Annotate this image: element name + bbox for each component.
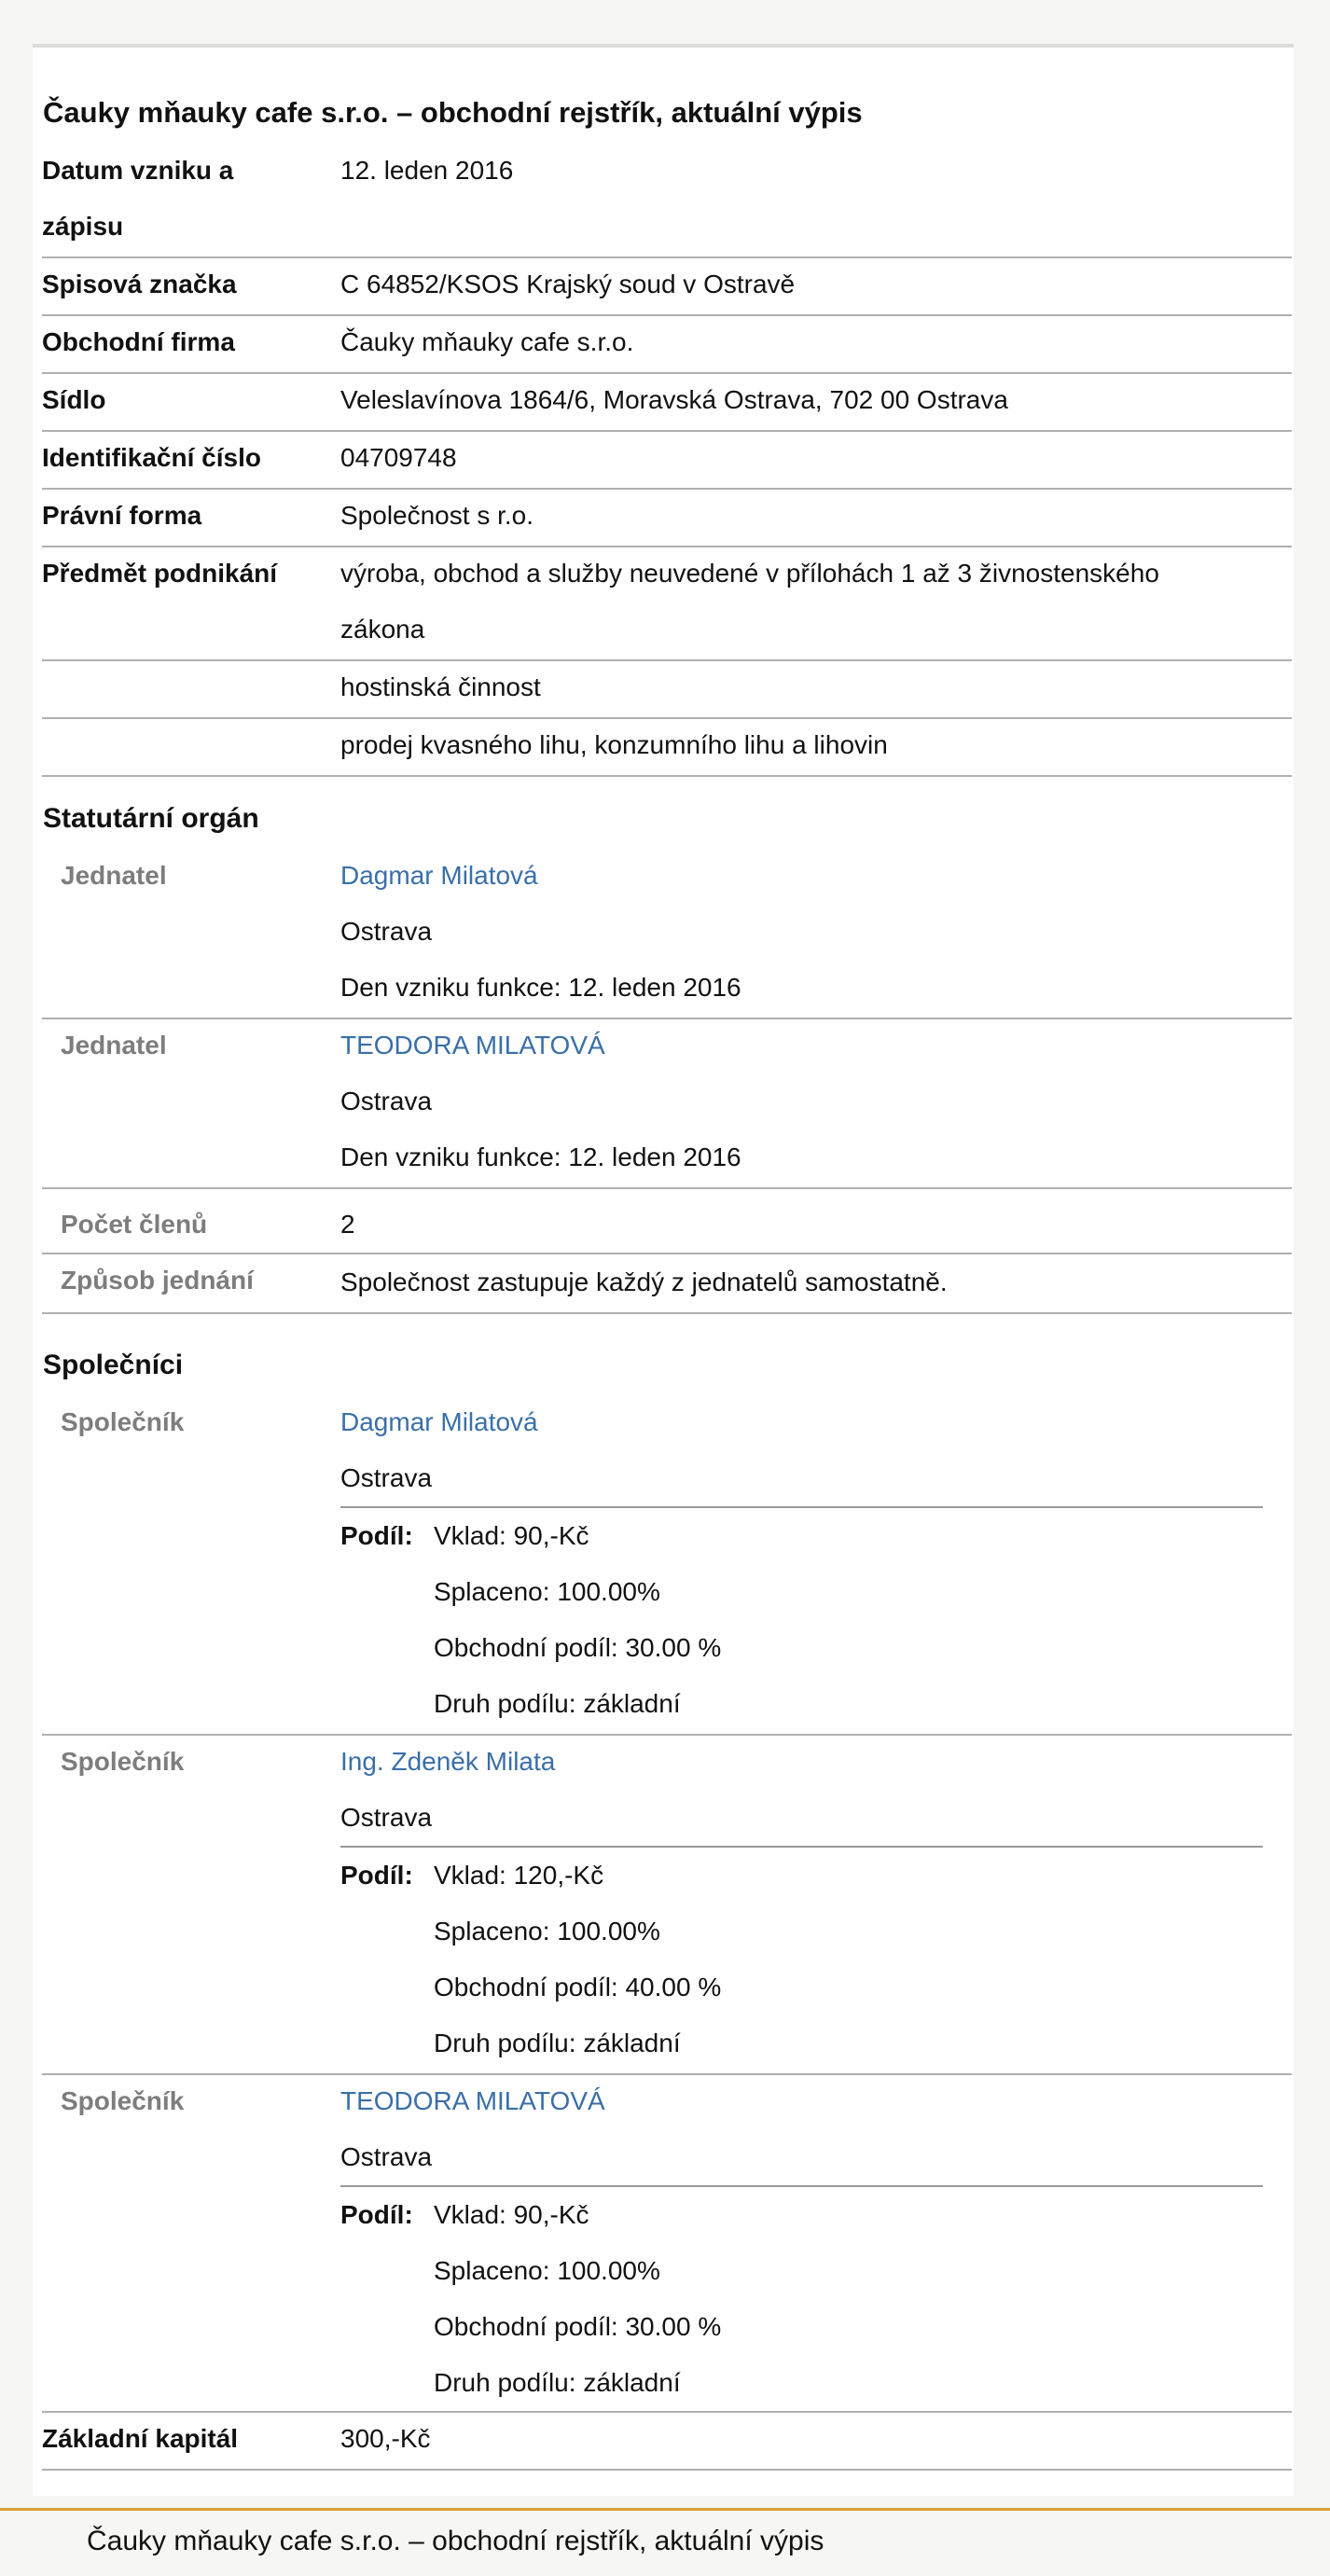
value-obchodni-firma: Čauky mňauky cafe s.r.o. (340, 327, 634, 356)
row-spisova-znacka (42, 256, 1292, 316)
row-obchodni-firma (42, 314, 1292, 374)
section-spolecnici: Společníci (43, 1350, 184, 1380)
link-jednatel-teodora-milatova[interactable]: TEODORA MILATOVÁ (340, 1031, 605, 1059)
value-predmet-1-line2: zákona (340, 615, 425, 644)
spolecnik-3-city: Ostrava (340, 2142, 433, 2171)
label-spisova-znacka: Spisová značka (42, 270, 237, 298)
value-zakladni-kapital: 300,-Kč (340, 2424, 431, 2453)
row-jednatel-1 (42, 848, 1292, 1019)
row-spolecnik-3 (42, 2073, 1292, 2413)
label-podil: Podíl: (340, 1861, 413, 1890)
value-predmet-1-line1: výroba, obchod a služby neuvedené v přílohách 1 až 3 živnostenského (340, 559, 1159, 588)
spolecnik-1-vklad: Vklad: 90,-Kč (434, 1521, 589, 1550)
spolecnik-3-obchodni-podil: Obchodní podíl: 30.00 % (434, 2312, 722, 2341)
link-jednatel-dagmar-milatova[interactable]: Dagmar Milatová (340, 861, 538, 890)
row-jednatel-2 (42, 1018, 1292, 1189)
spolecnik-2-vklad: Vklad: 120,-Kč (434, 1861, 604, 1890)
jednatel-1-since: Den vzniku funkce: 12. leden 2016 (340, 973, 741, 1002)
link-spolecnik-dagmar-milatova[interactable]: Dagmar Milatová (340, 1407, 538, 1436)
row-identifikacni-cislo (42, 430, 1292, 490)
label-spolecnik: Společník (61, 1747, 185, 1776)
value-datum-vzniku: 12. leden 2016 (340, 156, 514, 185)
footer-title: Čauky mňauky cafe s.r.o. – obchodní rejstřík, aktuální výpis (87, 2526, 824, 2556)
value-pocet-clenu: 2 (340, 1210, 355, 1239)
spolecnik-3-splaceno: Splaceno: 100.00% (434, 2256, 660, 2285)
value-predmet-2: hostinská činnost (340, 672, 541, 701)
page-title: Čauky mňauky cafe s.r.o. – obchodní rejstřík, aktuální výpis (43, 96, 863, 129)
label-podil: Podíl: (340, 2200, 413, 2229)
label-zpusob-jednani: Způsob jednání (61, 1266, 254, 1295)
spolecnik-2-splaceno: Splaceno: 100.00% (434, 1917, 660, 1946)
row-predmet-3 (42, 717, 1292, 777)
label-datum-vzniku-line1: Datum vzniku a (42, 156, 234, 185)
jednatel-1-city: Ostrava (340, 917, 433, 946)
label-predmet-podnikani: Předmět podnikání (42, 559, 278, 588)
spolecnik-2-druh-podilu: Druh podílu: základní (434, 2029, 681, 2057)
value-predmet-3: prodej kvasného lihu, konzumního lihu a lihovin (340, 730, 888, 759)
row-zpusob-jednani (42, 1253, 1292, 1314)
value-pravni-forma: Společnost s r.o. (340, 501, 534, 530)
row-predmet-2 (42, 659, 1292, 719)
spolecnik-1-obchodni-podil: Obchodní podíl: 30.00 % (434, 1633, 722, 1662)
label-datum-vzniku (42, 143, 331, 255)
spolecnik-1-druh-podilu: Druh podílu: základní (434, 1689, 681, 1718)
section-statutarni-organ: Statutární orgán (43, 803, 259, 834)
link-spolecnik-teodora-milatova[interactable]: TEODORA MILATOVÁ (340, 2086, 605, 2115)
jednatel-2-since: Den vzniku funkce: 12. leden 2016 (340, 1143, 741, 1171)
jednatel-2-city: Ostrava (340, 1087, 433, 1115)
spolecnik-2-city: Ostrava (340, 1803, 433, 1832)
label-spolecnik: Společník (61, 1407, 185, 1436)
register-extract-card (33, 44, 1294, 2496)
row-predmet-podnikani (42, 546, 1292, 661)
row-pravni-forma (42, 488, 1292, 547)
spolecnik-2-obchodni-podil: Obchodní podíl: 40.00 % (434, 1973, 722, 2001)
row-spolecnik-1 (42, 1394, 1292, 1736)
link-spolecnik-zdenek-milata[interactable]: Ing. Zdeněk Milata (340, 1747, 556, 1776)
label-pravni-forma: Právní forma (42, 501, 202, 530)
label-jednatel: Jednatel (61, 1031, 167, 1059)
label-zakladni-kapital: Základní kapitál (42, 2424, 239, 2453)
label-identifikacni-cislo: Identifikační číslo (42, 443, 261, 472)
label-obchodni-firma: Obchodní firma (42, 327, 235, 356)
value-zpusob-jednani: Společnost zastupuje každý z jednatelů samostatně. (340, 1267, 948, 1296)
label-podil: Podíl: (340, 1521, 413, 1550)
value-sidlo: Veleslavínova 1864/6, Moravská Ostrava, 702 00 Ostrava (340, 385, 1008, 414)
label-sidlo: Sídlo (42, 385, 106, 414)
spolecnik-3-druh-podilu: Druh podílu: základní (434, 2368, 681, 2397)
label-jednatel: Jednatel (61, 861, 167, 890)
row-spolecnik-2 (42, 1734, 1292, 2075)
value-identifikacni-cislo: 04709748 (340, 443, 457, 472)
footer-accent-line (0, 2508, 1330, 2511)
value-spisova-znacka: C 64852/KSOS Krajský soud v Ostravě (340, 270, 796, 298)
spolecnik-1-city: Ostrava (340, 1463, 433, 1492)
label-datum-vzniku-line2: zápisu (42, 212, 124, 241)
spolecnik-3-vklad: Vklad: 90,-Kč (434, 2200, 589, 2229)
label-pocet-clenu: Počet členů (61, 1210, 208, 1239)
row-datum-vzniku (42, 143, 1292, 258)
row-pocet-clenu (42, 1197, 1292, 1254)
row-zakladni-kapital (42, 2411, 1292, 2471)
row-sidlo (42, 372, 1292, 432)
label-spolecnik: Společník (61, 2086, 185, 2115)
spolecnik-1-splaceno: Splaceno: 100.00% (434, 1577, 660, 1606)
